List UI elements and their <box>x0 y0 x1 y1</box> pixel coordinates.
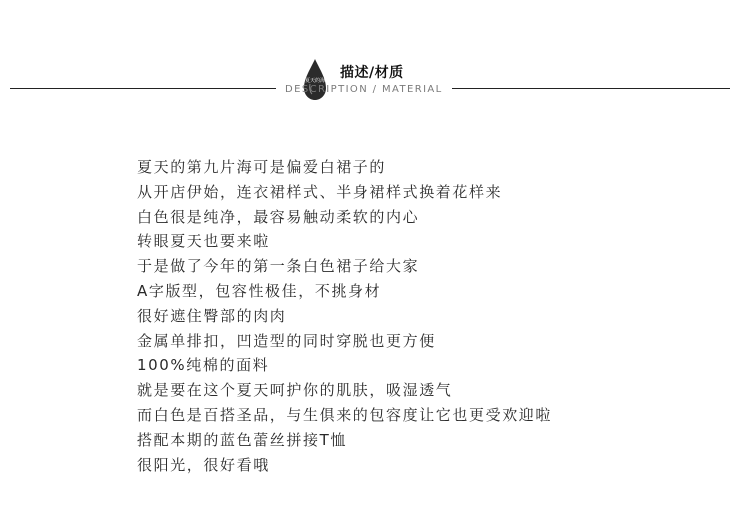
logo-text: 夏天的海 <box>304 78 325 84</box>
description-line: A字版型，包容性极佳，不挑身材 <box>137 281 382 300</box>
description-line: 100%纯棉的面料 <box>137 356 270 375</box>
description-line: 很阳光，很好看哦 <box>137 455 270 474</box>
header-rule-right <box>452 88 730 89</box>
description-line: 就是要在这个夏天呵护你的肌肤，吸湿透气 <box>137 381 453 400</box>
description-line: 夏天的第九片海可是偏爱白裙子的 <box>137 158 387 176</box>
description-line: 搭配本期的蓝色蕾丝拼接T恤 <box>137 430 347 449</box>
description-line: 金属单排扣，凹造型的同时穿脱也更方便 <box>137 331 436 350</box>
section-subtitle: DESCRIPTION / MATERIAL <box>285 84 443 95</box>
description-line: 而白色是百搭圣品，与生俱来的包容度让它也更受欢迎啦 <box>137 405 553 424</box>
description-line: 白色很是纯净，最容易触动柔软的内心 <box>137 207 420 226</box>
description-line: 转眼夏天也要来啦 <box>137 232 270 251</box>
description-line: 于是做了今年的第一条白色裙子给大家 <box>137 257 420 276</box>
section-header <box>0 0 750 110</box>
description-line: 从开店伊始，连衣裙样式、半身裙样式换着花样来 <box>137 182 503 201</box>
description-line: 很好遮住臀部的肉肉 <box>137 306 287 325</box>
header-rule-left <box>10 88 276 89</box>
description-text <box>137 155 697 477</box>
section-title: 描述/材质 <box>340 65 404 81</box>
